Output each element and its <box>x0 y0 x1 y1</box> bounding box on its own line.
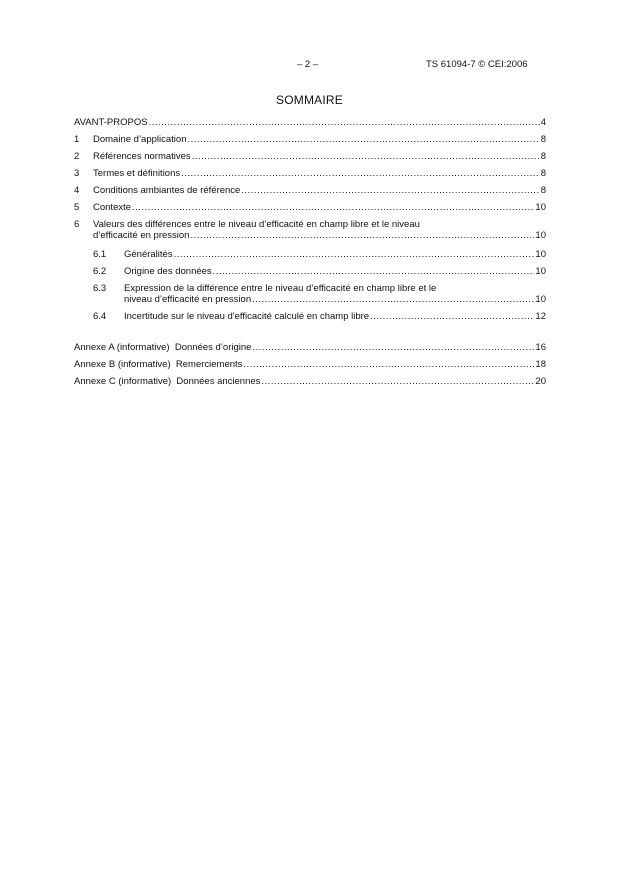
toc-entry-annex-b[interactable] <box>74 360 546 377</box>
dot-leader <box>192 152 540 163</box>
dot-leader <box>149 118 540 129</box>
toc-entry-label-line1: Valeurs des différences entre le niveau d’efficacité en champ libre et le niveau <box>93 219 420 230</box>
toc-entry-label-line2: d’efficacité en pression <box>93 229 190 241</box>
toc-page-number: 16 <box>535 342 546 353</box>
dot-leader <box>241 186 539 197</box>
dot-leader <box>252 295 534 306</box>
toc-page-number: 10 <box>535 202 546 213</box>
toc-entry-label: Domaine d’application <box>93 134 187 145</box>
section-number: 3 <box>74 168 80 179</box>
toc-page-number: 8 <box>540 168 546 179</box>
table-of-contents <box>74 118 546 394</box>
toc-page-number: 10 <box>535 293 546 305</box>
toc-page-number: 4 <box>540 117 546 128</box>
section-number: 6.2 <box>93 266 107 277</box>
spacer <box>74 329 546 343</box>
toc-entry-label: Conditions ambiantes de référence <box>93 185 241 196</box>
section-number: 4 <box>74 185 80 196</box>
toc-page-number: 8 <box>540 134 546 145</box>
dot-leader <box>213 267 535 278</box>
toc-entry-5[interactable] <box>74 203 546 220</box>
toc-entry-6-2[interactable] <box>74 267 546 284</box>
toc-entry-annex-c[interactable] <box>74 377 546 394</box>
toc-page-number: 8 <box>540 151 546 162</box>
toc-entry-label: Annexe C (informative) Données anciennes <box>74 376 261 387</box>
dot-leader <box>243 360 534 371</box>
toc-entry-6-3[interactable] <box>74 284 546 312</box>
section-number: 5 <box>74 202 80 213</box>
toc-page-number: 12 <box>535 311 546 322</box>
toc-page-number: 8 <box>540 185 546 196</box>
dot-leader <box>370 312 534 323</box>
section-number: 2 <box>74 151 80 162</box>
dot-leader <box>190 231 534 242</box>
toc-entry-2[interactable] <box>74 152 546 169</box>
section-number: 6.4 <box>93 311 107 322</box>
toc-page-number: 18 <box>535 359 546 370</box>
toc-entry-annex-a[interactable] <box>74 343 546 360</box>
section-number: 6 <box>74 219 80 230</box>
toc-entry-3[interactable] <box>74 169 546 186</box>
toc-entry-6-4[interactable] <box>74 312 546 329</box>
section-number: 1 <box>74 134 80 145</box>
dot-leader <box>181 169 540 180</box>
toc-entry-label-line1: Expression de la différence entre le niveau d’efficacité en champ libre et le <box>124 283 437 294</box>
dot-leader <box>187 135 539 146</box>
dot-leader <box>174 250 535 261</box>
toc-page-number: 10 <box>535 249 546 260</box>
toc-page-number: 10 <box>535 229 546 241</box>
toc-page-number: 20 <box>535 376 546 387</box>
dot-leader <box>252 343 534 354</box>
dot-leader <box>261 377 534 388</box>
toc-entry-label: Références normatives <box>93 151 191 162</box>
toc-entry-label-line2: niveau d’efficacité en pression <box>124 293 252 305</box>
toc-entry-label: AVANT-PROPOS <box>74 117 148 128</box>
toc-entry-label: Termes et définitions <box>93 168 181 179</box>
page-number: – 2 – <box>297 59 319 70</box>
toc-entry-label: Annexe B (informative) Remerciements <box>74 359 243 370</box>
page-title: SOMMAIRE <box>276 93 343 107</box>
toc-entry-label: Origine des données <box>124 266 212 277</box>
toc-entry-label: Contexte <box>93 202 132 213</box>
section-number: 6.3 <box>93 283 107 294</box>
toc-entry-1[interactable] <box>74 135 546 152</box>
toc-entry-label: Annexe A (informative) Données d’origine <box>74 342 252 353</box>
toc-entry-label: Généralités <box>124 249 173 260</box>
toc-entry-avant-propos[interactable] <box>74 118 546 135</box>
toc-entry-6[interactable] <box>74 220 546 250</box>
toc-entry-4[interactable] <box>74 186 546 203</box>
toc-entry-label: Incertitude sur le niveau d'efficacité calculé en champ libre <box>124 311 370 322</box>
dot-leader <box>132 203 534 214</box>
section-number: 6.1 <box>93 249 107 260</box>
toc-page-number: 10 <box>535 266 546 277</box>
toc-entry-6-1[interactable] <box>74 250 546 267</box>
document-reference: TS 61094-7 © CEI:2006 <box>426 59 528 70</box>
